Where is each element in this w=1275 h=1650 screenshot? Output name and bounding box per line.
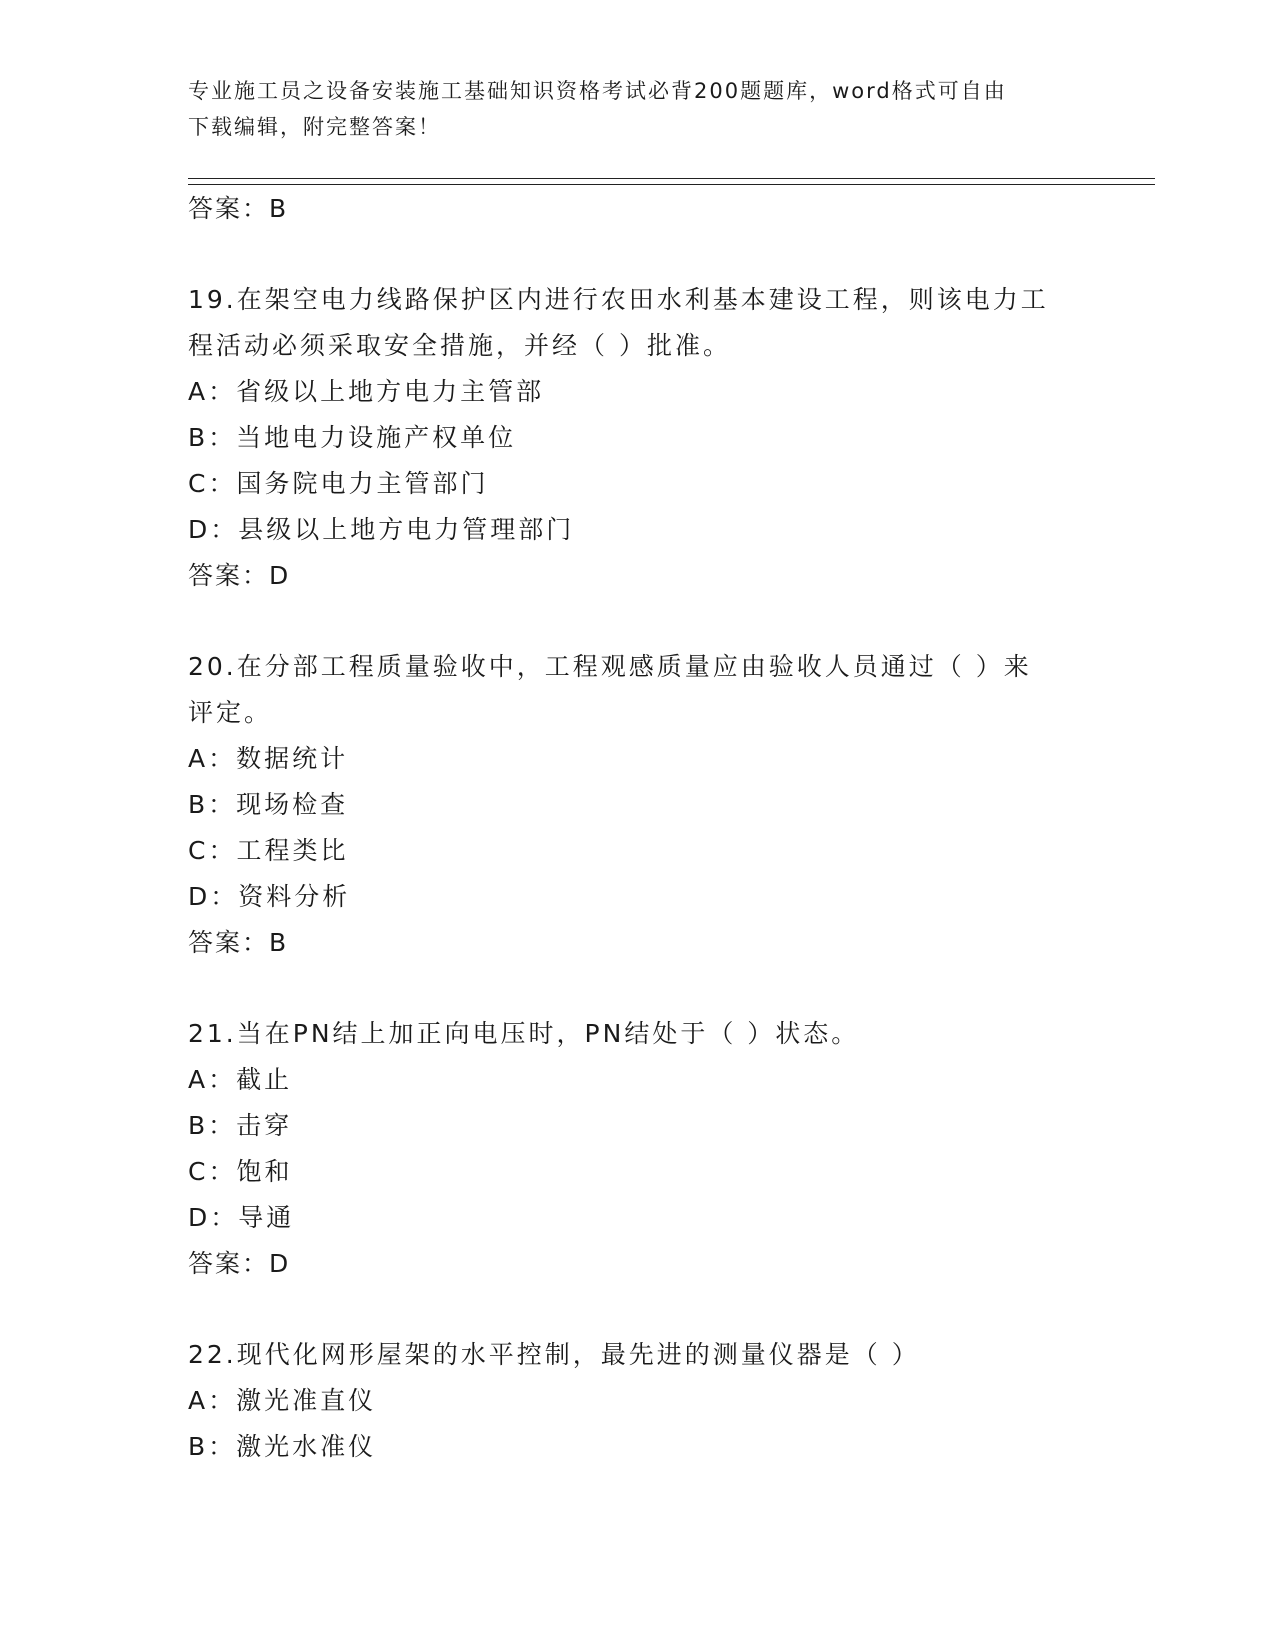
option-a: A：截止 <box>188 1065 293 1094</box>
option-c: C：工程类比 <box>188 836 349 865</box>
question-text-line: 21.当在PN结上加正向电压时，PN结处于（ ）状态。 <box>188 1019 860 1048</box>
question-text-line: 评定。 <box>188 698 273 727</box>
question-22 <box>188 1332 1088 1470</box>
header-divider-top <box>188 178 1155 179</box>
previous-answer: 答案：B <box>188 194 289 223</box>
answer: 答案：D <box>188 561 291 590</box>
spacer <box>188 966 1088 1011</box>
option-b: B：当地电力设施产权单位 <box>188 423 517 452</box>
option-c: C：国务院电力主管部门 <box>188 469 489 498</box>
option-c: C：饱和 <box>188 1157 293 1186</box>
question-content <box>188 186 1088 1470</box>
header-divider-bottom <box>188 184 1155 185</box>
spacer <box>188 232 1088 277</box>
header-line-2: 下载编辑，附完整答案！ <box>188 115 441 139</box>
option-d: D：县级以上地方电力管理部门 <box>188 515 575 544</box>
question-21 <box>188 1011 1088 1287</box>
spacer <box>188 1287 1088 1332</box>
spacer <box>188 599 1088 644</box>
option-b: B：激光水准仪 <box>188 1432 377 1461</box>
question-text-line: 22.现代化网形屋架的水平控制，最先进的测量仪器是（ ） <box>188 1340 920 1369</box>
question-text-line: 程活动必须采取安全措施，并经（ ）批准。 <box>188 331 731 360</box>
answer: 答案：B <box>188 928 289 957</box>
option-a: A：激光准直仪 <box>188 1386 377 1415</box>
option-d: D：导通 <box>188 1203 295 1232</box>
question-19 <box>188 277 1088 599</box>
header-line-1: 专业施工员之设备安装施工基础知识资格考试必背200题题库，word格式可自由 <box>188 79 1007 103</box>
question-text-line: 19.在架空电力线路保护区内进行农田水利基本建设工程，则该电力工 <box>188 285 1049 314</box>
document-header <box>188 73 1088 145</box>
answer: 答案：D <box>188 1249 291 1278</box>
option-b: B：击穿 <box>188 1111 293 1140</box>
option-b: B：现场检查 <box>188 790 349 819</box>
option-d: D：资料分析 <box>188 882 351 911</box>
question-20 <box>188 644 1088 966</box>
option-a: A：数据统计 <box>188 744 349 773</box>
question-text-line: 20.在分部工程质量验收中，工程观感质量应由验收人员通过（ ）来 <box>188 652 1032 681</box>
option-a: A：省级以上地方电力主管部 <box>188 377 545 406</box>
